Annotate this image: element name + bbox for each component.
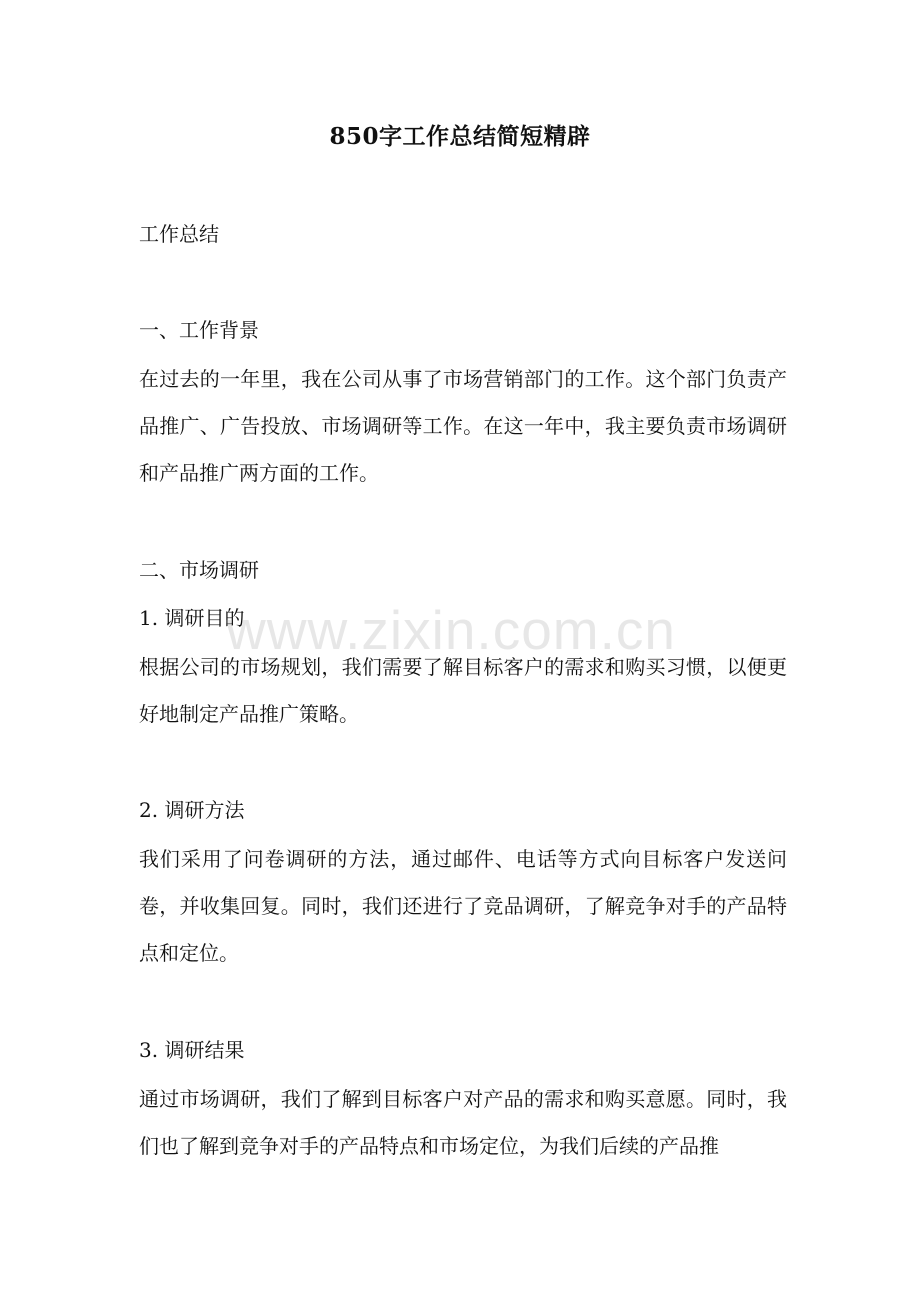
subsection-2-body: 我们采用了问卷调研的方法，通过邮件、电话等方式向目标客户发送问卷，并收集回复。同时，我们还进行了竞品调研，了解竞争对手的产品特点和定位。: [139, 847, 787, 965]
subsection-1-body: 根据公司的市场规划，我们需要了解目标客户的需求和购买习惯，以便更好地制定产品推广策略。: [139, 655, 787, 726]
watermark: www.zixin.com.cn: [226, 599, 676, 661]
subsection-2-heading: 2. 调研方法: [139, 798, 245, 822]
subsection-3-body: 通过市场调研，我们了解到目标客户对产品的需求和购买意愿。同时，我们也了解到竞争对手的产品特点和市场定位，为我们后续的产品推: [139, 1087, 787, 1158]
section-1-heading: 一、工作背景: [139, 318, 259, 342]
document-heading: 工作总结: [139, 222, 219, 246]
subsection-3-heading: 3. 调研结果: [139, 1038, 245, 1062]
subsection-1-heading: 1. 调研目的: [139, 606, 245, 630]
section-2-heading: 二、市场调研: [139, 558, 259, 582]
section-1-body: 在过去的一年里，我在公司从事了市场营销部门的工作。这个部门负责产品推广、广告投放、市场调研等工作。在这一年中，我主要负责市场调研和产品推广两方面的工作。: [139, 367, 787, 485]
document-title: 850字工作总结简短精辟: [329, 123, 591, 150]
